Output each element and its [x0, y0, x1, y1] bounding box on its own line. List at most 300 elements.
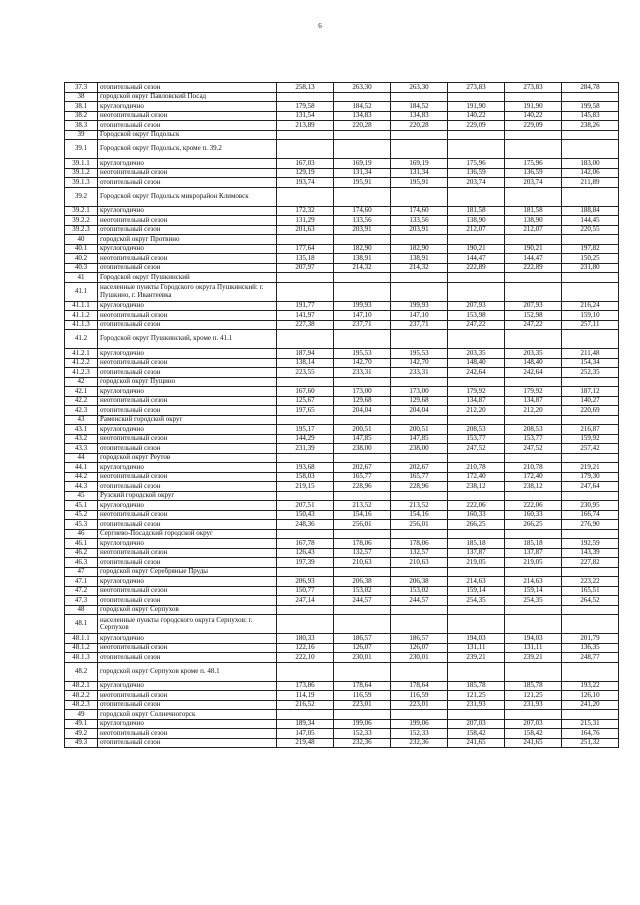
value-cell: 183,00 [562, 159, 619, 169]
value-cell: 138,90 [448, 216, 505, 226]
value-cell: 228,96 [391, 482, 448, 492]
value-cell: 258,13 [277, 83, 334, 93]
value-cell: 185,78 [448, 681, 505, 691]
value-cell [448, 415, 505, 425]
value-cell: 219,05 [505, 558, 562, 568]
value-cell: 216,24 [562, 301, 619, 311]
table-row [65, 263, 619, 273]
value-cell: 203,35 [448, 349, 505, 359]
value-cell: 175,96 [448, 159, 505, 169]
value-cell: 150,43 [277, 510, 334, 520]
value-cell: 203,74 [448, 178, 505, 188]
value-cell [562, 130, 619, 140]
row-name: городской округ Серпухов кроме п. 48.1 [98, 662, 277, 681]
row-name: отопительный сезон [98, 700, 277, 710]
row-code: 46.2 [65, 548, 98, 558]
table-row [65, 83, 619, 93]
value-cell: 179,58 [277, 102, 334, 112]
row-code: 44.2 [65, 472, 98, 482]
value-cell: 206,93 [277, 577, 334, 587]
table-row [65, 520, 619, 530]
row-name: неотопительный сезон [98, 311, 277, 321]
value-cell: 210,63 [334, 558, 391, 568]
row-code: 43.2 [65, 434, 98, 444]
row-name: отопительный сезон [98, 520, 277, 530]
value-cell: 154,16 [391, 510, 448, 520]
table-row [65, 301, 619, 311]
value-cell: 174,60 [334, 206, 391, 216]
value-cell: 238,12 [448, 482, 505, 492]
value-cell [562, 415, 619, 425]
value-cell [505, 453, 562, 463]
value-cell: 185,78 [505, 681, 562, 691]
value-cell [334, 567, 391, 577]
value-cell: 193,74 [277, 178, 334, 188]
value-cell [391, 710, 448, 720]
row-name: отопительный сезон [98, 121, 277, 131]
table-row [65, 577, 619, 587]
value-cell: 131,34 [334, 168, 391, 178]
value-cell: 185,18 [448, 539, 505, 549]
row-name: неотопительный сезон [98, 358, 277, 368]
row-code: 47.2 [65, 586, 98, 596]
row-name: неотопительный сезон [98, 396, 277, 406]
row-code: 43.3 [65, 444, 98, 454]
value-cell: 153,02 [334, 586, 391, 596]
value-cell: 230,01 [391, 653, 448, 663]
value-cell: 222,06 [448, 501, 505, 511]
value-cell [334, 187, 391, 206]
value-cell: 254,35 [448, 596, 505, 606]
row-code: 48.1.2 [65, 643, 98, 653]
row-code: 45.3 [65, 520, 98, 530]
row-name: круглогодично [98, 349, 277, 359]
value-cell: 247,52 [448, 444, 505, 454]
value-cell: 181,58 [448, 206, 505, 216]
value-cell: 212,20 [505, 406, 562, 416]
table-row [65, 358, 619, 368]
table-row [65, 178, 619, 188]
value-cell: 187,94 [277, 349, 334, 359]
table-row [65, 596, 619, 606]
row-code: 48.1 [65, 615, 98, 634]
row-name: круглогодично [98, 206, 277, 216]
row-code: 39.1.1 [65, 159, 98, 169]
value-cell: 207,51 [277, 501, 334, 511]
value-cell: 195,17 [277, 425, 334, 435]
value-cell: 137,87 [448, 548, 505, 558]
row-code: 43 [65, 415, 98, 425]
value-cell [391, 377, 448, 387]
value-cell: 143,39 [562, 548, 619, 558]
table-row [65, 491, 619, 501]
value-cell: 231,93 [505, 700, 562, 710]
value-cell: 147,10 [334, 311, 391, 321]
value-cell: 165,77 [391, 472, 448, 482]
value-cell: 195,91 [391, 178, 448, 188]
row-code: 39.1 [65, 140, 98, 159]
value-cell: 256,01 [391, 520, 448, 530]
value-cell [277, 615, 334, 634]
value-cell: 173,00 [391, 387, 448, 397]
value-cell: 185,18 [505, 539, 562, 549]
value-cell: 153,77 [505, 434, 562, 444]
value-cell [334, 453, 391, 463]
value-cell: 175,96 [505, 159, 562, 169]
value-cell: 200,51 [391, 425, 448, 435]
value-cell: 159,14 [505, 586, 562, 596]
value-cell: 201,79 [562, 634, 619, 644]
value-cell [391, 282, 448, 301]
value-cell: 116,59 [391, 691, 448, 701]
value-cell: 189,34 [277, 719, 334, 729]
value-cell: 206,38 [334, 577, 391, 587]
value-cell: 178,64 [391, 681, 448, 691]
table-row [65, 330, 619, 349]
value-cell [334, 235, 391, 245]
value-cell: 173,86 [277, 681, 334, 691]
row-name: круглогодично [98, 387, 277, 397]
table-row [65, 567, 619, 577]
value-cell: 148,40 [505, 358, 562, 368]
value-cell: 182,90 [391, 244, 448, 254]
value-cell [562, 235, 619, 245]
value-cell: 213,52 [391, 501, 448, 511]
value-cell: 126,10 [562, 691, 619, 701]
row-code: 42.1 [65, 387, 98, 397]
value-cell [505, 130, 562, 140]
value-cell: 173,00 [334, 387, 391, 397]
value-cell: 266,25 [505, 520, 562, 530]
table-row [65, 311, 619, 321]
value-cell [334, 130, 391, 140]
value-cell: 191,90 [505, 102, 562, 112]
table-row [65, 320, 619, 330]
row-code: 45.2 [65, 510, 98, 520]
value-cell [391, 140, 448, 159]
row-code: 38.3 [65, 121, 98, 131]
row-name: неотопительный сезон [98, 643, 277, 653]
value-cell: 203,74 [505, 178, 562, 188]
value-cell: 178,06 [334, 539, 391, 549]
value-cell: 216,87 [562, 425, 619, 435]
table-row [65, 187, 619, 206]
value-cell: 203,91 [334, 225, 391, 235]
value-cell: 167,78 [277, 539, 334, 549]
row-name: отопительный сезон [98, 653, 277, 663]
row-name: отопительный сезон [98, 596, 277, 606]
value-cell: 150,77 [277, 586, 334, 596]
value-cell: 136,35 [562, 643, 619, 653]
value-cell: 144,47 [505, 254, 562, 264]
value-cell [448, 567, 505, 577]
value-cell: 133,56 [391, 216, 448, 226]
value-cell: 142,70 [391, 358, 448, 368]
value-cell: 121,25 [448, 691, 505, 701]
value-cell [391, 662, 448, 681]
row-name: населенные пункты Городского округа Пушкинский: г. Пушкино, г. Ивантеевка [98, 282, 277, 301]
value-cell: 254,35 [505, 596, 562, 606]
table-row [65, 102, 619, 112]
value-cell: 144,45 [562, 216, 619, 226]
value-cell: 122,16 [277, 643, 334, 653]
value-cell: 223,22 [562, 577, 619, 587]
row-name: отопительный сезон [98, 225, 277, 235]
value-cell: 166,74 [562, 510, 619, 520]
row-name: неотопительный сезон [98, 586, 277, 596]
value-cell [448, 140, 505, 159]
value-cell [562, 605, 619, 615]
table-row [65, 643, 619, 653]
value-cell: 136,59 [448, 168, 505, 178]
value-cell [391, 567, 448, 577]
value-cell: 247,14 [277, 596, 334, 606]
row-code: 48 [65, 605, 98, 615]
value-cell: 182,90 [334, 244, 391, 254]
value-cell: 233,31 [334, 368, 391, 378]
value-cell: 193,68 [277, 463, 334, 473]
value-cell: 220,28 [334, 121, 391, 131]
value-cell [334, 273, 391, 283]
value-cell: 138,91 [391, 254, 448, 264]
row-code: 39.2 [65, 187, 98, 206]
value-cell: 213,52 [334, 501, 391, 511]
row-code: 47.3 [65, 596, 98, 606]
value-cell [277, 567, 334, 577]
row-name: городской округ Протвино [98, 235, 277, 245]
table-row [65, 482, 619, 492]
value-cell: 219,21 [562, 463, 619, 473]
row-code: 40 [65, 235, 98, 245]
value-cell: 207,93 [505, 301, 562, 311]
value-cell [562, 187, 619, 206]
row-name: круглогодично [98, 501, 277, 511]
row-name: отопительный сезон [98, 558, 277, 568]
value-cell [391, 273, 448, 283]
value-cell: 219,48 [277, 738, 334, 748]
value-cell: 181,58 [505, 206, 562, 216]
table-row [65, 349, 619, 359]
value-cell: 179,92 [448, 387, 505, 397]
value-cell: 158,42 [505, 729, 562, 739]
value-cell: 131,29 [277, 216, 334, 226]
value-cell [448, 92, 505, 102]
value-cell [277, 529, 334, 539]
value-cell [334, 529, 391, 539]
row-name: городской округ Серпухов [98, 605, 277, 615]
value-cell: 172,40 [505, 472, 562, 482]
value-cell: 204,04 [334, 406, 391, 416]
row-code: 40.1 [65, 244, 98, 254]
value-cell: 212,20 [448, 406, 505, 416]
value-cell [277, 377, 334, 387]
row-name: круглогодично [98, 681, 277, 691]
value-cell: 211,89 [562, 178, 619, 188]
row-code: 44 [65, 453, 98, 463]
value-cell: 147,85 [334, 434, 391, 444]
row-name: Сергиево-Посадский городской округ [98, 529, 277, 539]
value-cell [334, 92, 391, 102]
row-code: 41 [65, 273, 98, 283]
value-cell: 141,97 [277, 311, 334, 321]
row-name: неотопительный сезон [98, 472, 277, 482]
table-row [65, 206, 619, 216]
value-cell: 222,89 [448, 263, 505, 273]
table-row [65, 710, 619, 720]
value-cell: 202,67 [391, 463, 448, 473]
row-name: Рузский городской округ [98, 491, 277, 501]
value-cell: 220,28 [391, 121, 448, 131]
value-cell [334, 140, 391, 159]
value-cell: 219,15 [277, 482, 334, 492]
table-row [65, 653, 619, 663]
row-name: отопительный сезон [98, 83, 277, 93]
value-cell [334, 282, 391, 301]
value-cell: 150,25 [562, 254, 619, 264]
row-name: Городской округ Пушкинский [98, 273, 277, 283]
row-code: 41.2 [65, 330, 98, 349]
row-name: круглогодично [98, 539, 277, 549]
value-cell [505, 330, 562, 349]
row-code: 37.3 [65, 83, 98, 93]
value-cell: 203,35 [505, 349, 562, 359]
value-cell: 180,33 [277, 634, 334, 644]
value-cell: 222,06 [505, 501, 562, 511]
table-row [65, 586, 619, 596]
row-name: круглогодично [98, 577, 277, 587]
value-cell: 284,78 [562, 83, 619, 93]
row-name: отопительный сезон [98, 738, 277, 748]
table-row [65, 558, 619, 568]
value-cell [448, 605, 505, 615]
row-name: неотопительный сезон [98, 510, 277, 520]
value-cell [505, 273, 562, 283]
value-cell [562, 330, 619, 349]
value-cell: 230,01 [334, 653, 391, 663]
value-cell [448, 282, 505, 301]
row-name: круглогодично [98, 463, 277, 473]
row-name: Городской округ Подольск микрорайон Климовск [98, 187, 277, 206]
table-row [65, 681, 619, 691]
value-cell: 186,57 [391, 634, 448, 644]
value-cell [391, 235, 448, 245]
row-name: отопительный сезон [98, 406, 277, 416]
row-name: неотопительный сезон [98, 548, 277, 558]
value-cell: 140,22 [448, 111, 505, 121]
table-row [65, 282, 619, 301]
value-cell: 248,36 [277, 520, 334, 530]
row-code: 47.1 [65, 577, 98, 587]
table-row [65, 700, 619, 710]
value-cell: 197,82 [562, 244, 619, 254]
value-cell: 208,53 [448, 425, 505, 435]
value-cell [505, 615, 562, 634]
value-cell: 142,06 [562, 168, 619, 178]
row-code: 39.1.3 [65, 178, 98, 188]
value-cell: 154,34 [562, 358, 619, 368]
value-cell: 204,04 [391, 406, 448, 416]
table-row [65, 453, 619, 463]
row-name: городской округ Серебряные Пруды [98, 567, 277, 577]
value-cell: 131,11 [505, 643, 562, 653]
value-cell: 206,38 [391, 577, 448, 587]
value-cell: 153,02 [391, 586, 448, 596]
value-cell: 230,95 [562, 501, 619, 511]
value-cell: 214,32 [391, 263, 448, 273]
value-cell [505, 567, 562, 577]
table-row [65, 539, 619, 549]
value-cell: 203,91 [391, 225, 448, 235]
value-cell [505, 140, 562, 159]
value-cell [277, 282, 334, 301]
table-row [65, 510, 619, 520]
value-cell [334, 491, 391, 501]
value-cell: 190,21 [448, 244, 505, 254]
value-cell: 202,67 [334, 463, 391, 473]
value-cell: 210,78 [505, 463, 562, 473]
value-cell: 147,05 [277, 729, 334, 739]
value-cell [277, 662, 334, 681]
row-name: Раменский городской округ [98, 415, 277, 425]
table-row [65, 121, 619, 131]
value-cell: 266,25 [448, 520, 505, 530]
value-cell [562, 273, 619, 283]
value-cell: 207,03 [448, 719, 505, 729]
value-cell: 153,77 [448, 434, 505, 444]
row-code: 38 [65, 92, 98, 102]
value-cell: 242,64 [505, 368, 562, 378]
row-code: 41.2.2 [65, 358, 98, 368]
value-cell [562, 710, 619, 720]
value-cell: 223,55 [277, 368, 334, 378]
value-cell: 247,22 [448, 320, 505, 330]
value-cell [391, 529, 448, 539]
row-name: населенные пункты городского округа Серпухов: г. Серпухов [98, 615, 277, 634]
table-row [65, 406, 619, 416]
row-code: 44.1 [65, 463, 98, 473]
row-code: 48.2 [65, 662, 98, 681]
value-cell: 248,77 [562, 653, 619, 663]
value-cell: 132,57 [334, 548, 391, 558]
tariff-table [64, 82, 619, 748]
value-cell: 220,69 [562, 406, 619, 416]
value-cell [391, 491, 448, 501]
row-code: 39.2.2 [65, 216, 98, 226]
value-cell: 178,64 [334, 681, 391, 691]
value-cell [448, 130, 505, 140]
value-cell [505, 662, 562, 681]
table-row [65, 92, 619, 102]
value-cell: 231,39 [277, 444, 334, 454]
value-cell: 264,52 [562, 596, 619, 606]
value-cell [334, 605, 391, 615]
value-cell: 244,57 [391, 596, 448, 606]
value-cell: 172,40 [448, 472, 505, 482]
value-cell: 137,87 [505, 548, 562, 558]
row-code: 42.2 [65, 396, 98, 406]
value-cell: 147,85 [391, 434, 448, 444]
value-cell: 134,83 [334, 111, 391, 121]
value-cell: 134,87 [505, 396, 562, 406]
value-cell: 232,36 [334, 738, 391, 748]
value-cell: 276,90 [562, 520, 619, 530]
row-name: городской округ Павловский Посад [98, 92, 277, 102]
value-cell [391, 92, 448, 102]
value-cell [277, 273, 334, 283]
value-cell: 238,26 [562, 121, 619, 131]
table-row [65, 159, 619, 169]
value-cell [448, 235, 505, 245]
